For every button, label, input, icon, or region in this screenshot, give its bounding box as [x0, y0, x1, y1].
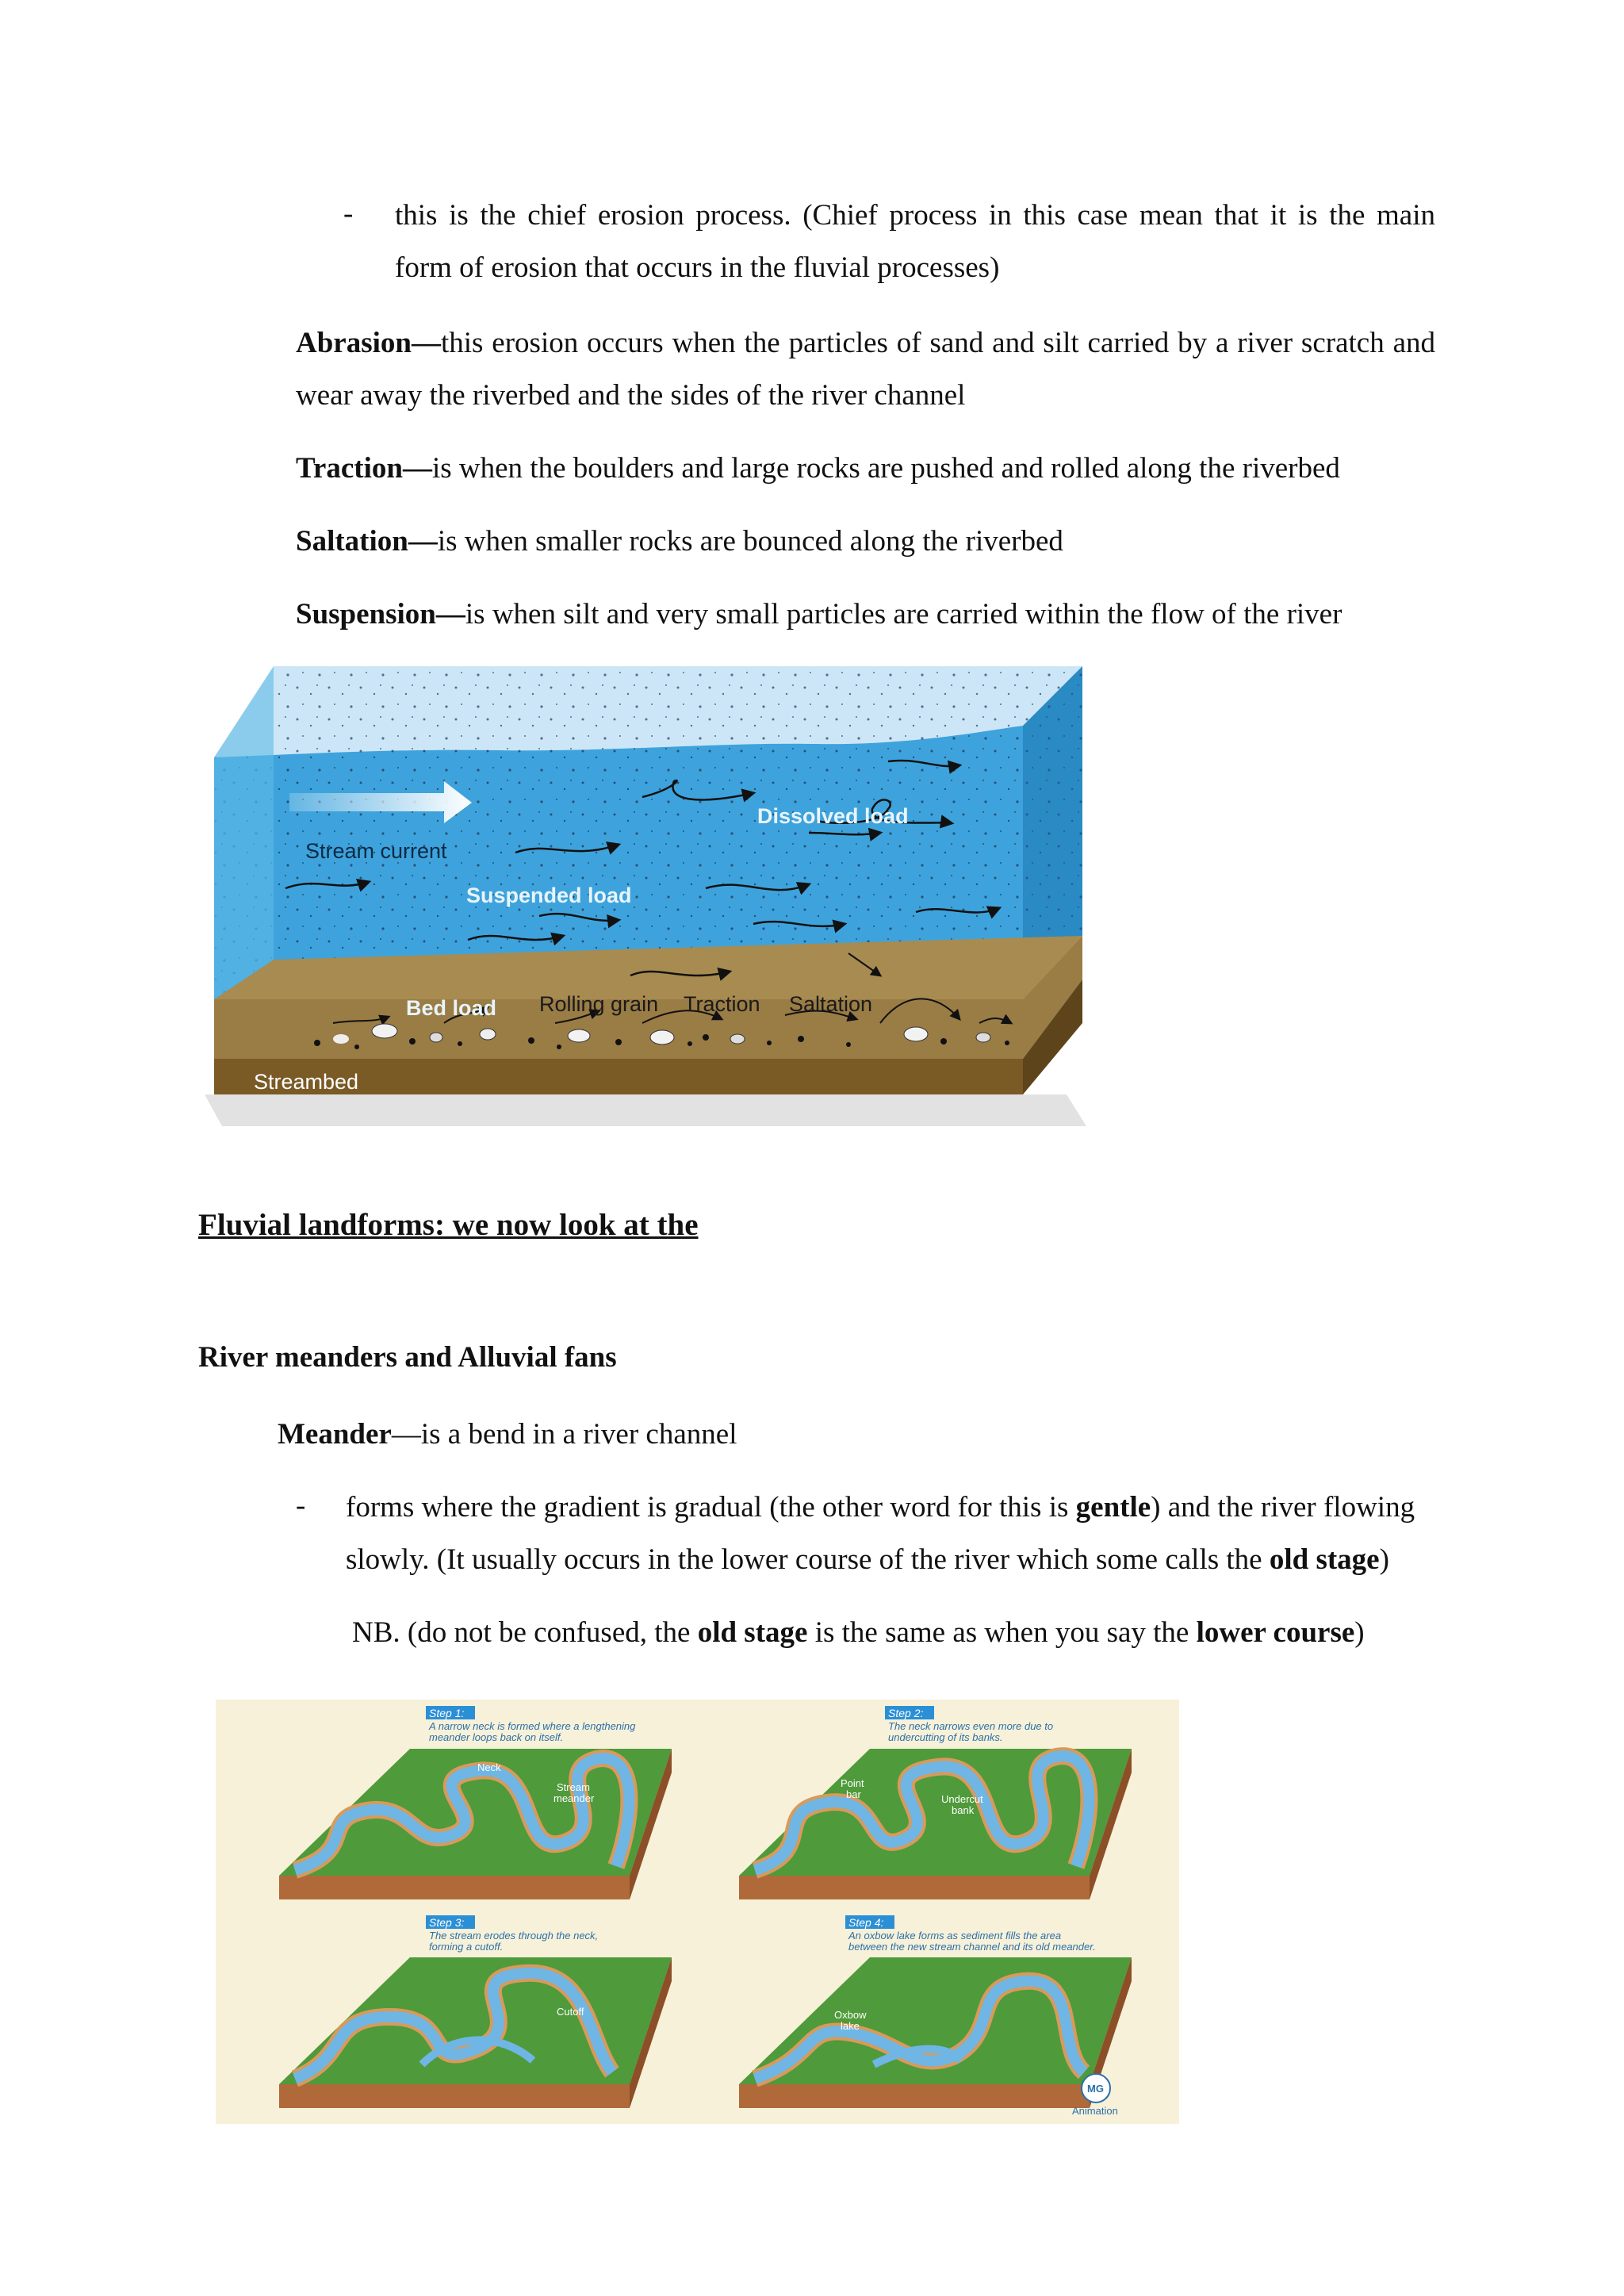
step-3-caption-2: forming a cutoff. — [429, 1941, 504, 1953]
label-stream-current: Stream current — [305, 839, 447, 863]
traction-paragraph — [296, 443, 1340, 495]
suspension-term: Suspension — [296, 598, 436, 631]
bullet-dash: - — [343, 197, 354, 230]
step-2-label: Step 2: — [888, 1707, 924, 1719]
bullet-paragraph — [395, 190, 1435, 242]
bullet2-text-1b: ) and the river flowing — [1151, 1491, 1415, 1524]
label-meander: meander — [553, 1792, 595, 1804]
label-bed-load: Bed load — [406, 996, 497, 1020]
bullet2-line-1 — [346, 1481, 1415, 1534]
step-3-caption-1: The stream erodes through the neck, — [429, 1930, 599, 1941]
stream-load-diagram — [198, 650, 1110, 1142]
suspension-paragraph — [296, 588, 1342, 641]
em-dash: — — [408, 525, 438, 558]
suspension-text: is when silt and very small particles are carried within the flow of the river — [465, 598, 1342, 631]
step-4-caption-1: An oxbow lake forms as sediment fills the area — [848, 1930, 1062, 1941]
logo-caption: Animation — [1072, 2105, 1118, 2117]
label-point: Point — [841, 1777, 864, 1789]
section-heading: Fluvial landforms: we now look at the — [198, 1208, 699, 1242]
nb-paragraph — [352, 1607, 1365, 1659]
step-1-label: Step 1: — [429, 1707, 465, 1719]
step-3-label: Step 3: — [429, 1916, 465, 1929]
label-lake: lake — [841, 2020, 860, 2032]
bullet2-text-2b: ) — [1379, 1543, 1389, 1576]
traction-text: is when the boulders and large rocks are pushed and rolled along the riverbed — [431, 452, 1340, 485]
abrasion-line-2: wear away the riverbed and the sides of the river channel — [296, 379, 966, 412]
em-dash: — — [435, 598, 465, 631]
label-neck: Neck — [477, 1761, 501, 1773]
label-dissolved-load: Dissolved load — [757, 804, 909, 828]
diagram-shadow — [205, 1094, 1086, 1126]
nb-bold-1: old stage — [697, 1616, 808, 1649]
label-suspended-load: Suspended load — [466, 884, 632, 907]
em-dash: — — [411, 327, 441, 359]
label-bank: bank — [952, 1804, 975, 1816]
label-saltation: Saltation — [789, 992, 873, 1016]
abrasion-paragraph — [296, 317, 1435, 370]
abrasion-text-1: this erosion occurs when the particles of sand and silt carried by a river scratch and — [440, 327, 1435, 359]
nb-bold-2: lower course — [1196, 1616, 1355, 1649]
step-4-caption-2: between the new stream channel and its old meander. — [848, 1941, 1096, 1953]
traction-term: Traction — [296, 452, 403, 485]
em-dash: — — [402, 452, 432, 485]
logo-text: MG — [1087, 2083, 1104, 2095]
saltation-text: is when smaller rocks are bounced along the riverbed — [437, 525, 1063, 558]
bullet2-line-2 — [346, 1534, 1389, 1586]
meander-paragraph — [278, 1409, 737, 1461]
bullet-line-1: this is the chief erosion process. (Chief process in this case mean that it is the main — [395, 199, 1435, 232]
label-oxbow: Oxbow — [834, 2009, 867, 2021]
oxbow-formation-diagram — [216, 1700, 1179, 2124]
step-2-caption-2: undercutting of its banks. — [888, 1731, 1003, 1743]
nb-text-a: NB. (do not be confused, the — [352, 1616, 698, 1649]
bullet2-text-1a: forms where the gradient is gradual (the other word for this is — [346, 1491, 1076, 1524]
bold-old-stage: old stage — [1269, 1543, 1380, 1576]
abrasion-term: Abrasion — [296, 327, 412, 359]
label-stream: Stream — [557, 1781, 590, 1793]
saltation-paragraph — [296, 516, 1063, 568]
sub-heading: River meanders and Alluvial fans — [198, 1341, 617, 1374]
step-4-label: Step 4: — [848, 1916, 884, 1929]
bullet-line-2: form of erosion that occurs in the fluvial processes) — [395, 251, 1000, 284]
nb-text-b: is the same as when you say the — [807, 1616, 1197, 1649]
label-cutoff: Cutoff — [557, 2006, 584, 2018]
em-dash: — — [391, 1418, 421, 1451]
step-2-caption-1: The neck narrows even more due to — [888, 1720, 1054, 1732]
label-undercut: Undercut — [941, 1793, 983, 1805]
meander-text: is a bend in a river channel — [420, 1418, 737, 1451]
bullet-dash: - — [296, 1489, 306, 1522]
step-1-caption-1: A narrow neck is formed where a lengthening — [429, 1720, 636, 1732]
label-traction: Traction — [684, 992, 760, 1016]
label-streambed: Streambed — [254, 1070, 359, 1094]
bold-gentle: gentle — [1075, 1491, 1151, 1524]
nb-text-c: ) — [1354, 1616, 1365, 1649]
bullet2-text-2a: slowly. (It usually occurs in the lower course of the river which some calls the — [346, 1543, 1270, 1576]
label-rolling-grain: Rolling grain — [539, 992, 659, 1016]
step-1-caption-2: meander loops back on itself. — [429, 1731, 564, 1743]
saltation-term: Saltation — [296, 525, 408, 558]
label-bar: bar — [846, 1788, 861, 1800]
meander-term: Meander — [278, 1418, 392, 1451]
